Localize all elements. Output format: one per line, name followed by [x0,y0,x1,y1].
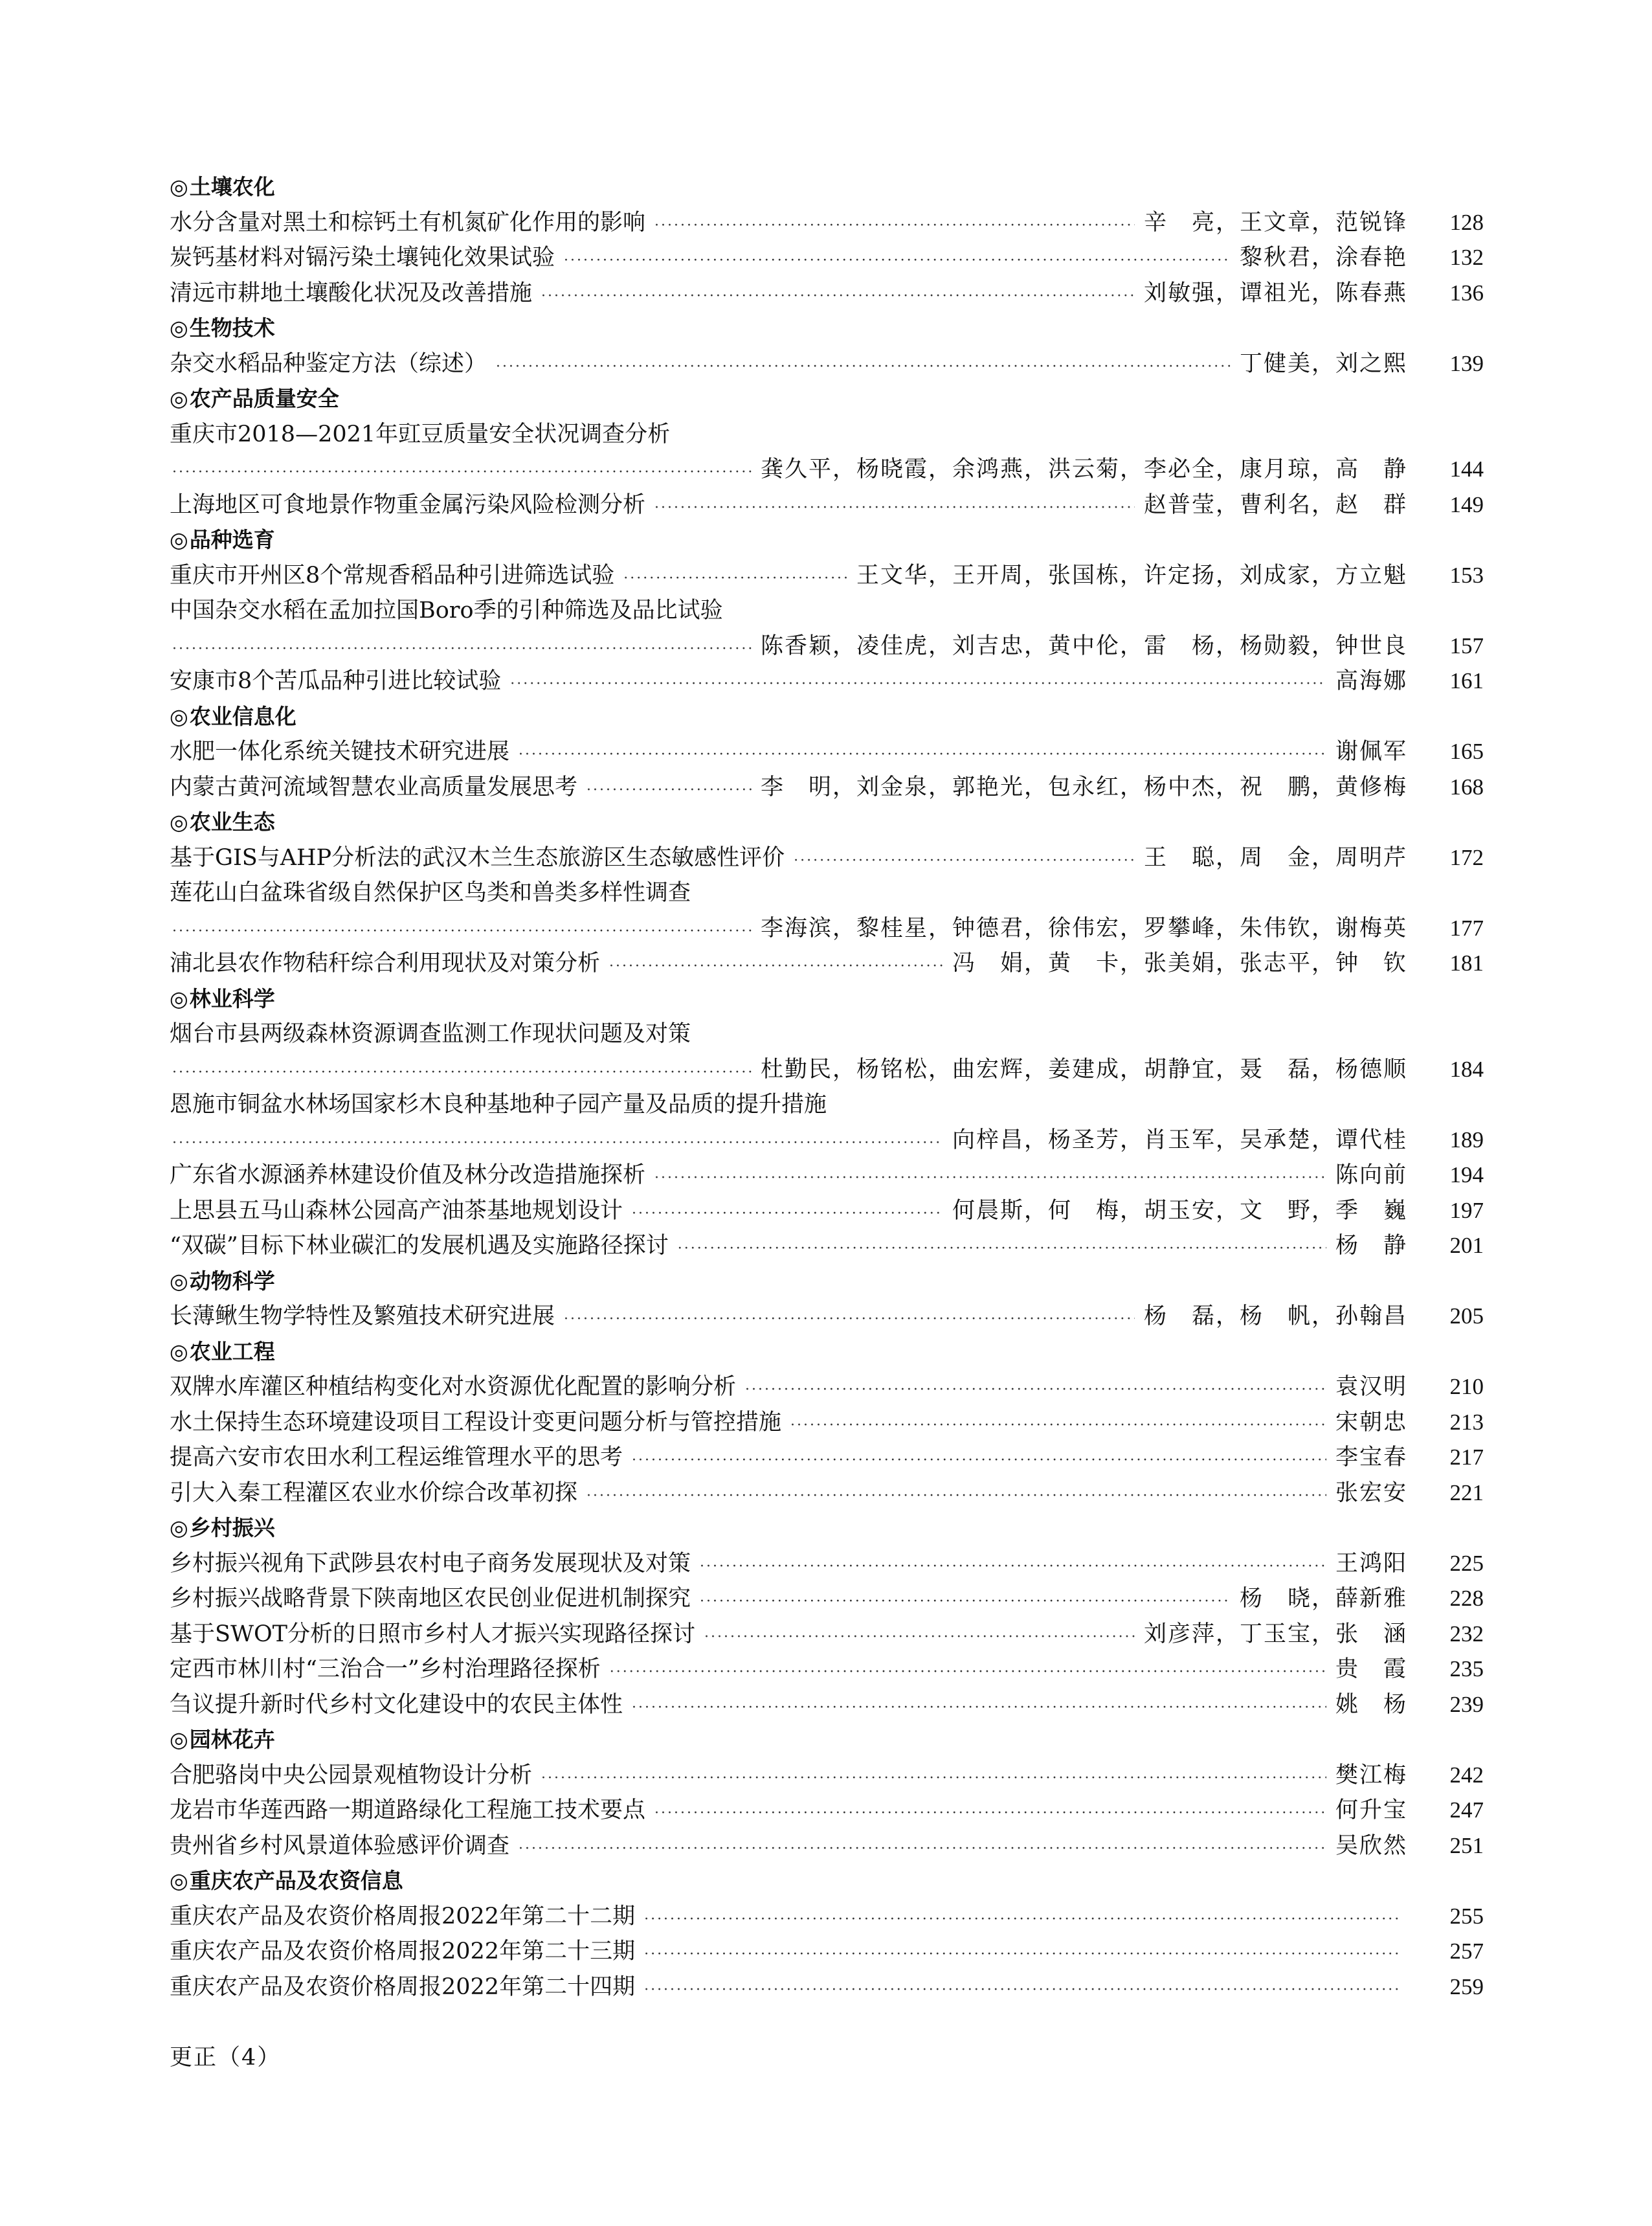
section-heading-label: 农业工程 [189,1338,275,1364]
toc-entry[interactable] [170,1793,1484,1828]
entry-title: 重庆市2018—2021年豇豆质量安全状况调查分析 [170,421,671,447]
entry-authors: 王 聪，周 金，周明芹 [1143,844,1407,871]
entry-page-number: 184 [1449,1056,1484,1082]
section-heading-label: 生物技术 [189,315,275,341]
entry-authors: 辛 亮，王文章，范锐锋 [1143,209,1407,236]
section-heading-label: 土壤农化 [189,174,275,199]
section-heading [170,982,1484,1017]
section-heading-label: 品种选育 [189,527,275,552]
entry-title: 重庆农产品及农资价格周报2022年第二十二期 [170,1903,636,1929]
entry-page-number: 194 [1449,1162,1484,1187]
dot-leader [564,1302,1135,1338]
dot-leader [541,279,1135,315]
section-heading-label: 农产品质量安全 [189,386,339,411]
entry-authors: 刘彦萍，丁玉宝，张 涵 [1143,1621,1407,1647]
entry-page-number: 251 [1449,1832,1484,1858]
toc-entry[interactable] [170,946,1484,982]
toc-entry[interactable] [170,1581,1484,1617]
section-mark-icon: ◎ [170,1268,188,1294]
section-mark-icon: ◎ [170,1338,188,1364]
entry-title: 炭钙基材料对镉污染土壤钝化效果试验 [170,245,555,271]
toc-entry[interactable] [170,1758,1484,1793]
entry-authors: 李宝春 [1335,1445,1407,1470]
entry-page-number: 210 [1449,1374,1484,1399]
toc-entry[interactable] [170,1299,1484,1334]
entry-title: 重庆农产品及农资价格周报2022年第二十三期 [170,1939,636,1964]
entry-page-number: 136 [1449,280,1484,306]
entry-authors: 何升宝 [1335,1797,1407,1823]
dot-leader [790,1408,1326,1444]
entry-page-number: 205 [1449,1303,1484,1329]
toc-entry[interactable] [170,1123,1484,1158]
entry-authors: 冯 娟，黄 卡，张美娟，张志平，钟 钦 [952,950,1407,976]
entry-page-number: 228 [1449,1586,1484,1611]
entry-page-number: 139 [1449,350,1484,376]
dot-leader [172,1055,752,1091]
entry-title: 提高六安市农田水利工程运维管理水平的思考 [170,1445,623,1470]
entry-title: 清远市耕地土壤酸化状况及改善措施 [170,280,533,306]
entry-authors: 向梓昌，杨圣芳，肖玉军，吴承楚，谭代桂 [952,1127,1407,1153]
entry-authors: 高海娜 [1335,668,1407,694]
dot-leader [678,1231,1326,1267]
toc-entry[interactable] [170,1476,1484,1511]
entry-authors: 杨 晓，薛新雅 [1239,1586,1407,1612]
entry-authors: 刘敏强，谭祖光，陈春燕 [1143,280,1407,306]
table-of-contents [170,170,1484,2005]
dot-leader [704,1620,1135,1656]
section-mark-icon: ◎ [170,809,188,835]
entry-page-number: 157 [1449,633,1484,658]
toc-entry[interactable] [170,1440,1484,1476]
section-heading [170,699,1484,735]
dot-leader [510,667,1326,703]
entry-page-number: 177 [1449,915,1484,941]
toc-entry[interactable] [170,1970,1484,2005]
section-heading-label: 乡村振兴 [189,1515,275,1540]
toc-entry[interactable] [170,1193,1484,1229]
entry-title: 乡村振兴战略背景下陕南地区农民创业促进机制探究 [170,1586,691,1612]
entry-page-number: 144 [1449,456,1484,482]
toc-entry[interactable] [170,1405,1484,1441]
toc-entry[interactable] [170,1934,1484,1970]
entry-title: 定西市林川村“三治合一”乡村治理路径探析 [170,1656,601,1682]
entry-authors: 赵普莹，曹利名，赵 群 [1143,491,1407,518]
section-heading-label: 林业科学 [189,985,275,1011]
section-mark-icon: ◎ [170,703,188,729]
dot-leader [644,1973,1398,2008]
entry-page-number: 221 [1449,1479,1484,1505]
toc-entry[interactable] [170,1158,1484,1193]
toc-entry[interactable] [170,1369,1484,1405]
section-heading-label: 农业信息化 [189,703,296,729]
entry-authors: 龚久平，杨晓霞，余鸿燕，洪云菊，李必全，康月琼，高 静 [760,456,1407,482]
section-heading [170,1863,1484,1899]
entry-page-number: 247 [1449,1797,1484,1823]
entry-title: 杂交水稻品种鉴定方法（综述） [170,350,487,377]
section-heading [170,311,1484,346]
entry-page-number: 128 [1449,209,1484,235]
section-heading-label: 动物科学 [189,1268,275,1294]
section-heading-label: 农业生态 [189,809,275,835]
entry-title: 水土保持生态环境建设项目工程设计变更问题分析与管控措施 [170,1409,782,1435]
section-mark-icon: ◎ [170,1515,188,1540]
entry-authors: 谢佩军 [1335,739,1407,765]
entry-title: 内蒙古黄河流域智慧农业高质量发展思考 [170,774,578,800]
dot-leader [654,208,1135,244]
section-heading [170,1334,1484,1370]
entry-page-number: 235 [1449,1656,1484,1681]
entry-title: 恩施市铜盆水林场国家杉木良种基地种子园产量及品质的提升措施 [170,1092,827,1118]
entry-authors: 何晨斯，何 梅，胡玉安，文 野，季 巍 [952,1197,1407,1224]
entry-authors: 杨 磊，杨 帆，孙翰昌 [1143,1303,1407,1329]
entry-page-number: 153 [1449,562,1484,588]
dot-leader [623,561,847,597]
entry-title: 重庆农产品及农资价格周报2022年第二十四期 [170,1973,636,2000]
entry-authors: 张宏安 [1335,1479,1407,1506]
section-mark-icon: ◎ [170,315,188,341]
toc-entry[interactable] [170,664,1484,699]
toc-entry[interactable] [170,734,1484,770]
entry-title: 基于SWOT分析的日照市乡村人才振兴实现路径探讨 [170,1621,695,1647]
entry-page-number: 172 [1449,844,1484,870]
entry-title: 贵州省乡村风景道体验感评价调查 [170,1832,510,1859]
toc-entry[interactable] [170,770,1484,805]
entry-page-number: 242 [1449,1762,1484,1788]
entry-title: 乡村振兴视角下武陟县农村电子商务发展现状及对策 [170,1550,691,1577]
entry-title: 长薄鳅生物学特性及繁殖技术研究进展 [170,1303,555,1329]
erratum-note: 更正（4） [170,2045,282,2071]
toc-entry[interactable] [170,840,1484,876]
section-mark-icon: ◎ [170,985,188,1011]
dot-leader [632,1443,1326,1479]
entry-page-number: 255 [1449,1903,1484,1929]
entry-authors: 贵 霞 [1335,1656,1407,1682]
dot-leader [610,1655,1326,1691]
dot-leader [586,773,752,809]
dot-leader [700,1584,1231,1620]
entry-page-number: 225 [1449,1550,1484,1576]
toc-entry[interactable] [170,1687,1484,1723]
entry-authors: 宋朝忠 [1335,1409,1407,1435]
section-heading [170,1722,1484,1758]
dot-leader [496,350,1231,385]
entry-title: 上思县五马山森林公园高产油茶基地规划设计 [170,1197,623,1224]
entry-title: 双牌水库灌区种植结构变化对水资源优化配置的影响分析 [170,1374,737,1400]
entry-title: 广东省水源涵养林建设价值及林分改造措施探析 [170,1162,646,1188]
dot-leader [586,1479,1326,1514]
section-heading [170,523,1484,558]
toc-entry[interactable] [170,1546,1484,1582]
entry-page-number: 257 [1449,1939,1484,1964]
entry-page-number: 213 [1449,1409,1484,1435]
section-mark-icon: ◎ [170,174,188,199]
entry-title: 水分含量对黑土和棕钙土有机氮矿化作用的影响 [170,209,646,236]
toc-entry[interactable] [170,1052,1484,1088]
entry-authors: 李海滨，黎桂星，钟德君，徐伟宏，罗攀峰，朱伟钦，谢梅英 [760,915,1407,941]
entry-authors: 樊江梅 [1335,1762,1407,1788]
toc-entry[interactable] [170,911,1484,947]
entry-authors: 杨 静 [1335,1233,1407,1259]
toc-entry[interactable] [170,205,1484,241]
entry-page-number: 232 [1449,1621,1484,1647]
dot-leader [794,844,1135,879]
toc-entry[interactable] [170,488,1484,523]
entry-title: 合肥骆岗中央公园景观植物设计分析 [170,1762,533,1788]
entry-authors: 王文华，王开周，张国栋，许定扬，刘成家，方立魁 [856,562,1407,589]
section-heading-label: 重庆农产品及农资信息 [189,1868,403,1893]
dot-leader [644,1902,1398,1938]
entry-page-number: 259 [1449,1973,1484,1999]
entry-title: 中国杂交水稻在孟加拉国Boro季的引种筛选及品比试验 [170,598,723,624]
toc-entry[interactable] [170,1652,1484,1687]
entry-title: 莲花山白盆珠省级自然保护区鸟类和兽类多样性调查 [170,880,691,906]
section-heading [170,1511,1484,1546]
entry-page-number: 149 [1449,491,1484,517]
dot-leader [654,1161,1326,1197]
dot-leader [609,949,943,985]
entry-title: 刍议提升新时代乡村文化建设中的农民主体性 [170,1691,623,1718]
entry-authors: 陈向前 [1335,1162,1407,1188]
entry-page-number: 189 [1449,1127,1484,1152]
entry-title: 重庆市开州区8个常规香稻品种引进筛选试验 [170,562,615,589]
entry-authors: 杜勤民，杨铭松，曲宏辉，姜建成，胡静宜，聂 磊，杨德顺 [760,1056,1407,1083]
dot-leader [541,1761,1326,1797]
entry-authors: 陈香颖，凌佳虎，刘吉忠，黄中伦，雷 杨，杨勋毅，钟世良 [760,633,1407,659]
entry-title: 龙岩市华莲西路一期道路绿化工程施工技术要点 [170,1797,646,1823]
dot-leader [654,491,1135,526]
toc-entry[interactable] [170,1617,1484,1652]
toc-entry[interactable] [170,1228,1484,1264]
section-mark-icon: ◎ [170,527,188,552]
toc-entry[interactable] [170,1828,1484,1864]
entry-title: 浦北县农作物秸秆综合利用现状及对策分析 [170,950,601,976]
section-mark-icon: ◎ [170,1868,188,1893]
toc-entry[interactable] [170,346,1484,382]
entry-title: 基于GIS与AHP分析法的武汉木兰生态旅游区生态敏感性评价 [170,844,785,871]
toc-entry[interactable] [170,240,1484,276]
dot-leader [632,1197,943,1232]
entry-authors: 李 明，刘金泉，郭艳光，包永红，杨中杰，祝 鹏，黄修梅 [760,774,1407,800]
toc-entry[interactable] [170,558,1484,594]
entry-title: 安康市8个苦瓜品种引进比较试验 [170,668,502,694]
entry-title: 烟台市县两级森林资源调查监测工作现状问题及对策 [170,1021,691,1047]
section-heading [170,170,1484,205]
entry-page-number: 217 [1449,1445,1484,1470]
dot-leader [654,1796,1326,1832]
dot-leader [172,455,752,491]
dot-leader [172,632,752,668]
toc-entry[interactable] [170,629,1484,664]
dot-leader [632,1691,1326,1726]
dot-leader [700,1549,1326,1585]
entry-title: 上海地区可食地景作物重金属污染风险检测分析 [170,491,646,518]
toc-entry[interactable] [170,452,1484,488]
section-mark-icon: ◎ [170,386,188,411]
entry-authors: 姚 杨 [1335,1691,1407,1718]
entry-page-number: 197 [1449,1197,1484,1223]
section-heading [170,381,1484,417]
entry-authors: 丁健美，刘之熙 [1239,350,1407,377]
section-mark-icon: ◎ [170,1727,188,1752]
entry-page-number: 168 [1449,774,1484,800]
entry-page-number: 165 [1449,739,1484,764]
dot-leader [519,737,1326,773]
entry-authors: 吴欣然 [1335,1832,1407,1859]
entry-page-number: 132 [1449,245,1484,270]
entry-title: 引大入秦工程灌区农业水价综合改革初探 [170,1479,578,1506]
section-heading [170,805,1484,840]
dot-leader [172,1126,943,1162]
entry-page-number: 239 [1449,1691,1484,1717]
section-heading-label: 园林花卉 [189,1727,275,1752]
entry-authors: 王鸿阳 [1335,1550,1407,1577]
entry-page-number: 161 [1449,668,1484,693]
entry-title: 水肥一体化系统关键技术研究进展 [170,739,510,765]
entry-authors: 黎秋君，涂春艳 [1239,245,1407,271]
entry-authors: 袁汉明 [1335,1374,1407,1400]
dot-leader [644,1937,1398,1973]
entry-title: “双碳”目标下林业碳汇的发展机遇及实施路径探讨 [170,1233,669,1259]
entry-page-number: 201 [1449,1233,1484,1258]
toc-entry[interactable] [170,1899,1484,1935]
dot-leader [519,1832,1326,1867]
toc-entry[interactable] [170,276,1484,311]
dot-leader [564,243,1231,279]
entry-page-number: 181 [1449,950,1484,976]
section-heading [170,1264,1484,1299]
dot-leader [745,1373,1326,1408]
dot-leader [172,914,752,950]
